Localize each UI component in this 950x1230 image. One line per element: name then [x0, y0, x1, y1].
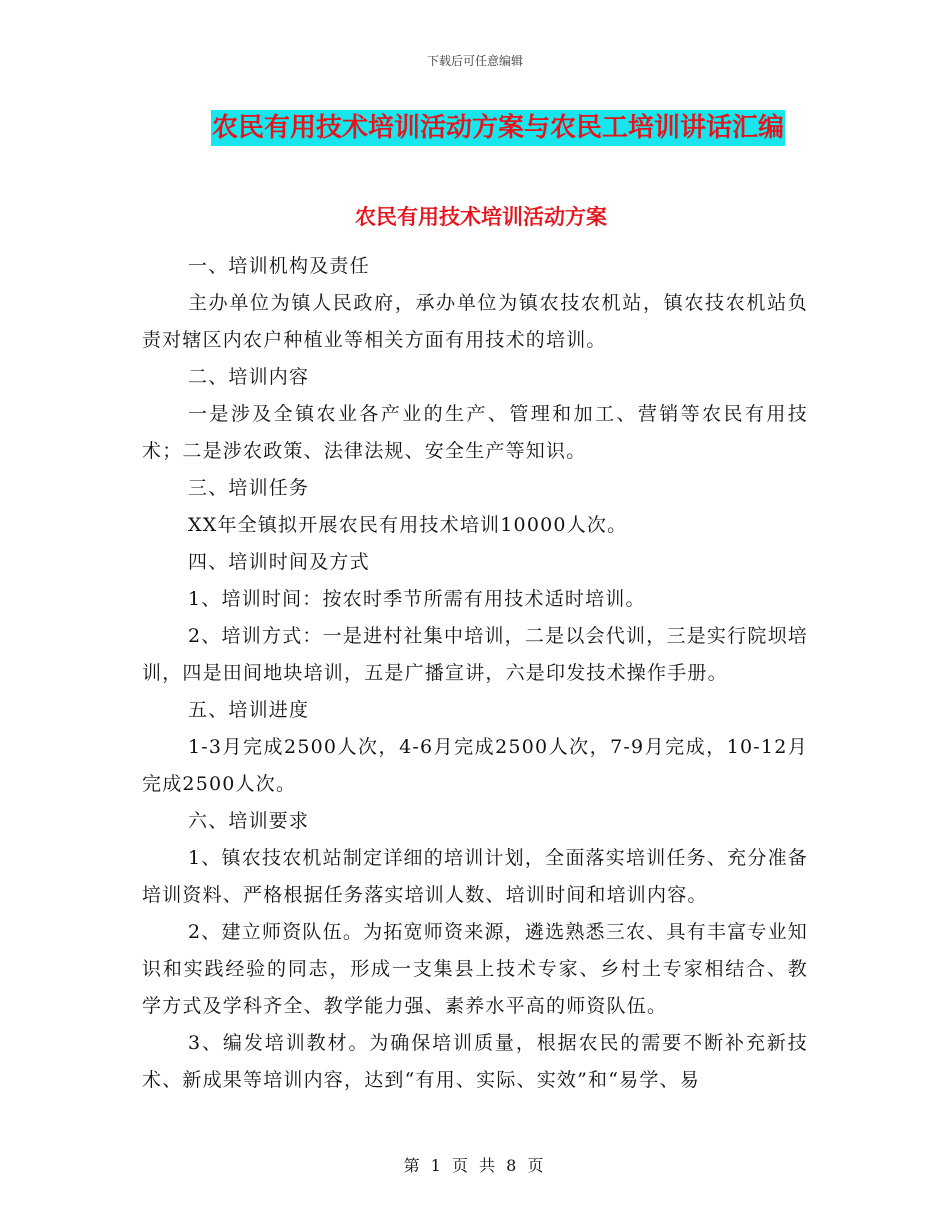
page-number-footer: 第 1 页 共 8 页 — [403, 1156, 547, 1175]
heading-2: 二、培训内容 — [188, 366, 310, 388]
page-header-note: 下载后可任意编辑 — [426, 54, 523, 68]
document-main-title: 农民有用技术培训活动方案与农民工培训讲话汇编 — [211, 110, 785, 146]
body-paragraph: 1、培训时间：按农时季节所需有用技术适时培训。 — [188, 588, 646, 610]
heading-6: 六、培训要求 — [188, 810, 310, 832]
body-paragraph: 一是涉及全镇农业各产业的生产、管理和加工、营销等农民有用技术；二是涉农政策、法律法规、安全生产等知识。 — [142, 403, 808, 462]
section-title: 农民有用技术培训活动方案 — [355, 205, 607, 229]
heading-1: 一、培训机构及责任 — [188, 255, 370, 277]
body-paragraph: 2、培训方式：一是进村社集中培训，二是以会代训，三是实行院坝培训，四是田间地块培训，五是广播宣讲，六是印发技术操作手册。 — [142, 625, 808, 684]
main-title-container — [0, 110, 950, 146]
body-paragraph: 2、建立师资队伍。为拓宽师资来源，遴选熟悉三农、具有丰富专业知识和实践经验的同志，形成一支集县上技术专家、乡村土专家相结合、教学方式及学科齐全、教学能力强、素养水平高的师资队伍。 — [142, 921, 808, 1017]
body-paragraph: 1、镇农技农机站制定详细的培训计划，全面落实培训任务、充分准备培训资料、严格根据任务落实培训人数、培训时间和培训内容。 — [142, 847, 808, 906]
body-paragraph: XX年全镇拟开展农民有用技术培训10000人次。 — [188, 514, 628, 536]
body-paragraph: 3、编发培训教材。为确保培训质量，根据农民的需要不断补充新技术、新成果等培训内容，达到“有用、实际、实效”和“易学、易 — [142, 1032, 808, 1091]
body-paragraph: 主办单位为镇人民政府，承办单位为镇农技农机站，镇农技农机站负责对辖区内农户种植业等相关方面有用技术的培训。 — [142, 292, 808, 351]
heading-5: 五、培训进度 — [188, 699, 310, 721]
body-paragraph: 1-3月完成2500人次，4-6月完成2500人次，7-9月完成，10-12月完成2500人次。 — [142, 736, 808, 795]
heading-4: 四、培训时间及方式 — [188, 551, 370, 573]
heading-3: 三、培训任务 — [188, 477, 310, 499]
document-body — [142, 248, 808, 1099]
